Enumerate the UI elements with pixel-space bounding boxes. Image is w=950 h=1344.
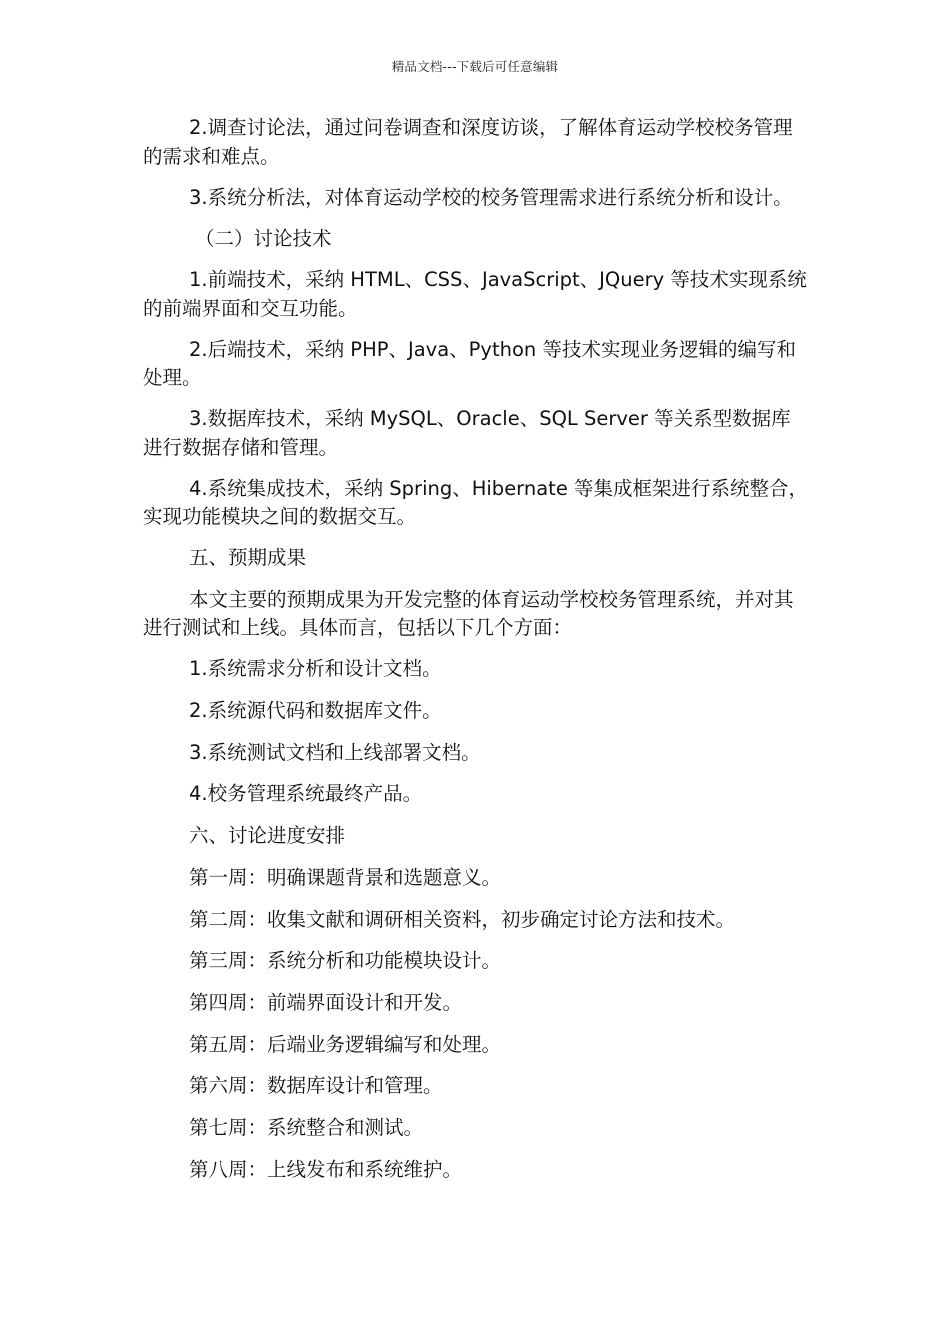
- section-heading-technology: （二）讨论技术: [195, 226, 332, 250]
- schedule-week-7: 第七周：系统整合和测试。: [189, 1115, 424, 1139]
- list-item-result-3: 3.系统测试文档和上线部署文档。: [189, 740, 481, 764]
- page-header: 精品文档---下载后可任意编辑: [391, 59, 559, 74]
- paragraph-backend-tech: 2.后端技术，采纳 PHP、Java、Python 等技术实现业务逻辑的编写和处理。: [143, 337, 796, 390]
- list-item-result-4: 4.校务管理系统最终产品。: [189, 782, 423, 806]
- schedule-week-2: 第二周：收集文献和调研相关资料，初步确定讨论方法和技术。: [189, 907, 736, 931]
- list-item-result-1: 1.系统需求分析和设计文档。: [189, 657, 442, 681]
- schedule-week-6: 第六周：数据库设计和管理。: [189, 1074, 443, 1098]
- section-heading-expected-results: 五、预期成果: [189, 546, 307, 570]
- schedule-week-5: 第五周：后端业务逻辑编写和处理。: [189, 1032, 502, 1056]
- list-item-result-2: 2.系统源代码和数据库文件。: [189, 699, 442, 723]
- document-body: [143, 114, 809, 1197]
- schedule-week-3: 第三周：系统分析和功能模块设计。: [189, 949, 502, 973]
- schedule-week-1: 第一周：明确课题背景和选题意义。: [189, 865, 502, 889]
- schedule-week-8: 第八周：上线发布和系统维护。: [189, 1157, 463, 1181]
- paragraph-frontend-tech: 1.前端技术，采纳 HTML、CSS、JavaScript、JQuery 等技术实现系统的前端界面和交互功能。: [143, 268, 807, 320]
- paragraph-database-tech: 3.数据库技术，采纳 MySQL、Oracle、SQL Server 等关系型数据库进行数据存储和管理。: [143, 407, 791, 459]
- paragraph-expected-results-intro: 本文主要的预期成果为开发完整的体育运动学校校务管理系统，并对其进行测试和上线。具体而言，包括以下几个方面：: [143, 587, 794, 640]
- paragraph-system-analysis-method: 3.系统分析法，对体育运动学校的校务管理需求进行系统分析和设计。: [189, 185, 793, 209]
- section-heading-schedule: 六、讨论进度安排: [189, 824, 346, 848]
- paragraph-integration-tech: 4.系统集成技术，采纳 Spring、Hibernate 等集成框架进行系统整合，实现功能模块之间的数据交互。: [143, 476, 809, 529]
- paragraph-survey-method: 2.调查讨论法，通过问卷调查和深度访谈，了解体育运动学校校务管理的需求和难点。: [143, 116, 793, 168]
- schedule-week-4: 第四周：前端界面设计和开发。: [189, 990, 463, 1014]
